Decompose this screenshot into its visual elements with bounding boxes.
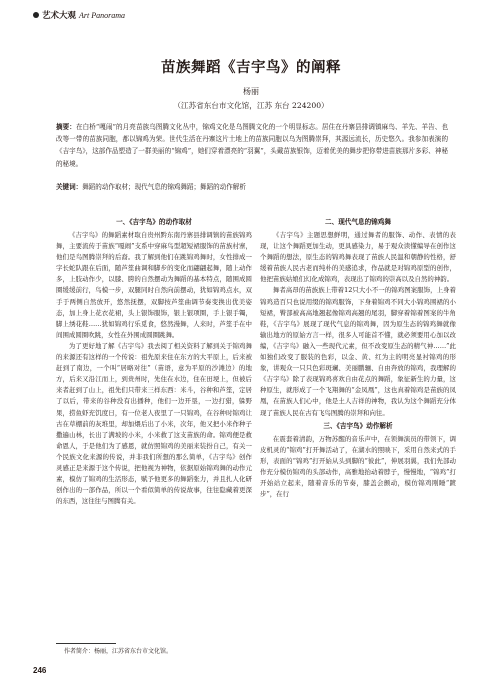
- article-title: 苗族舞蹈《吉宇鸟》的阐释: [161, 59, 341, 76]
- abstract-label: 摘要：: [56, 123, 76, 131]
- paragraph: 在震套着清韵，万物苏醒的音乐声中，在领舞演员的带领下，调皮机灵的“锦鸡”打开舞活动了，在湖水的照映下，采用自然来式的手形，表面的“锦鸡”打开始从头到脚的“彼此”，伸展羽翼，我们先部动作充分模仿锦鸡的头部动作，高雅地抬动着脖子，慢慢地，“锦鸡”打开始站立起来，随着音乐的节奏，膝盖会颤动，模仿锦鸡刚睡“踱步”，在行: [260, 434, 456, 499]
- page-number: 246: [33, 666, 47, 675]
- journal-header: [33, 8, 473, 22]
- keywords-label: 关键词：: [56, 183, 83, 191]
- paragraph: 《吉宇鸟》的舞蹈素材取自贵州黔东南丹寨县排调镇的苗族锦鸡舞，主要流传于苗族“嘎闹”支系中穿麻鸟型超短裙服饰的苗族村寨，他们是鸟图腾崇拜的后裔。我了解到他们在跳锦鸡舞时，女性排成一字长蛇队跟在后面，随芦笙曲调和脚步的变化而翩翩起舞，随上动作多，上肢动作少，以膝、胯的自然摆动为舞蹈的基本特点，随围成圆圈缓缓前行，鸟模一步，双腿同时自然向前摆动，犹如锦鸡点水，双手于两侧自然放开，悠然抚摆，双脚按芦笙曲调节奏变换出优美姿态，加上身上花衣花裙，头上银饰服饰，银上银项圈，手上银手镯，脚上绣花鞋……犹如锦鸡行乐觅食，悠然漫舞，人来时，芦笙手在中间围成圆圈吹跳，女性在外围成圆圈跳舞。: [56, 231, 252, 339]
- footnote-divider: [56, 643, 116, 644]
- section-heading-2: 二、现代气息的锦鸡舞: [325, 218, 391, 226]
- author-footnote: 作者简介：杨丽，江苏省东台市文化馆。: [64, 648, 173, 655]
- bullet-dot-icon: [33, 12, 39, 18]
- keywords-text: 舞蹈的动作取材；现代气息的锦鸡舞蹈；舞蹈的动作解析: [82, 183, 246, 191]
- paragraph: 《吉宇鸟》主题思想鲜明，通过舞者的服饰、动作、表情的表现，让这个舞蹈更加生动，更具感染力，易于观众读懂编导在创作这个舞蹈的想法，原生态的锦鸡舞表现了苗族人民温和朝静的性格，舒缓着苗族人民古老而纯朴的美感追求，作品就是对锦鸡原型的创作，他把苗族姑娘们幻化成锦鸡，表现出了锦鸡的崇高以及自然的神韵。: [260, 231, 456, 284]
- paragraph: 舞者高昂的苗族族上带着12只大小不一的锦鸡图案服饰，上身着锦鸡造百只也说用缀的锦鸡服饰，下身着锦鸡不同大小锦鸡围裙的小短裙，臀部被高高地翘起像锦鸡高翘的尾羽，脚穿着锦着图案的牛角鞋，《吉宇鸟》展现了现代气息的锦鸡舞，因为原生态的锦鸡舞就像输出地方的原始方言一样，很多人可能首不懂，就必须要用心加以改编，《吉宇鸟》融入一些现代元素，但不改变原生态的精气神……”此如独们改变了服装的色彩，以金、黄、红为主的明亮显衬锦鸡的形象，讲观众一只只色彩斑斓、美丽鹏骊、自由奔放的锦鸡，我理解的《吉宇鸟》除了表现锦鸡喜欢自由花点的舞蹈，象征新生的力量，这种原生，就形成了一个飞翔舞的“金凤凰”，这也真着锦鸡是苗族的凤凰，在苗族人们心中，他是土人吉祥的神物，我认为这个舞蹈充分体现了苗族人民在古有飞鸟图腾的崇拜和向往。: [260, 286, 456, 417]
- abstract-text: 在白桥“嘎闹”的月亮苗族乌图腾文化丛中，锦鸡文化是乌图腾文化的一个明显标志。居住在丹寨县排调镇麻鸟、羊先、羊告、也改等一带的苗族同胞，都以锦鸡为荣。世代生活在丹寨这片土地上的苗族同胞以乌为图腾崇拜，其源远流长，历史悠久。我参加表演的《吉宇鸟》，这部作品塑造了一群美丽的“锦鸡”，她们穿着漂亮的“羽翼”，头戴苗族银饰，迈着优美的舞步把你带进苗族那片多彩、神秘的秘境。: [56, 123, 448, 168]
- section-heading-1: 一、《吉宇鸟》的动作取材: [116, 218, 192, 226]
- section-heading-3: 三、《吉宇鸟》动作解析: [323, 421, 393, 430]
- abstract: [56, 121, 448, 170]
- author-affiliation: （江苏省东台市文化馆，江苏 东台 224200）: [173, 101, 329, 110]
- keywords: [56, 182, 448, 193]
- section-name-en: Art Panorama: [79, 10, 126, 20]
- left-column: [56, 215, 252, 507]
- author-name: 杨丽: [243, 87, 259, 96]
- right-column: [260, 215, 456, 500]
- section-name-cn: 艺术大观: [42, 11, 77, 21]
- paragraph: 为了更好地了解《吉宇鸟》我去阅了相关资料了解到关于锦鸡舞的来源还有这样的一个传说：祖先原来住在东方的大平原上，后来被赶到了南边，一个叫“居略对往”（苗语，意为平原的沙滩边）的地方，后来又沿江而上，到贵州时，先住在水边，住在田埂上，但被后来者赶到了山上，祖先们只带来三样东西：米斗，谷种和芦笙，定居了以后，带来的谷种没有出播种，他们一边开垦，一边打猎，躲野果，捞鱼虾充饥度日，有一位老人夜里了一只锦鸡，在谷种时锦鸡让古在草棚前的灰堆里，却加煨后出了小米，次年，他又把小米作种子撒遍山林，长出了满坡的小米，小米救了这支苗族的命。锦鸡便是救命恩人，于是他们为了感恩，就仿照锦鸡的美丽来装扮自己，有关一个民族文化来源的传说，并非我们所想的那么简单，《吉宇鸟》创作灵感正是来源于这个传说，把他视为神物，依据原始锦鸡舞的动作元素，模仿了锦鸡的生活形态，赋予他更多的舞蹈张力，并且扎人化研创作出的一部作品，所以一个看似简单的传说故事，往往隐藏着更深的东西，这往往与图腾有关。: [56, 341, 252, 506]
